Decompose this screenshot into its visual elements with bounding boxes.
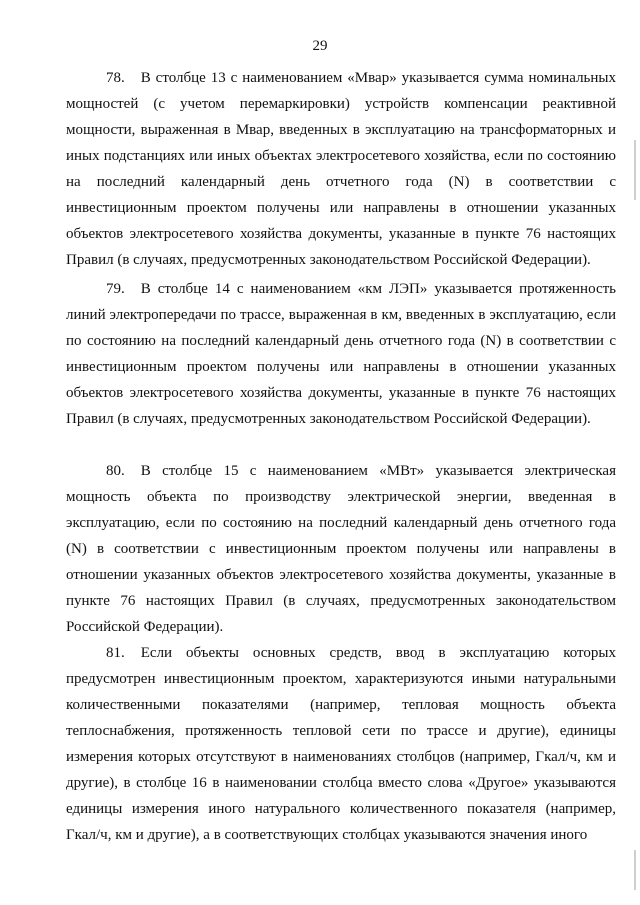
paragraph-81 — [66, 640, 616, 848]
paragraph-number: 79. — [106, 281, 125, 297]
paragraph-text: В столбце 14 с наименованием «км ЛЭП» указывается протяженность линий электропередачи по трассе, выраженная в км, введенных в эксплуатацию, если по состоянию на последний календарный день отчетного года (N) в соответствии с инвестиционным проектом получены или направлены в отношении указанных объектов электросетевого хозяйства документы, указанные в пункте 76 настоящих Правил (в случаях, предусмотренных законодательством Российской Федерации). — [66, 281, 616, 427]
paragraph-text: В столбце 15 с наименованием «МВт» указывается электрическая мощность объекта по производству электрической энергии, введенная в эксплуатацию, если по состоянию на последний календарный день отчетного года (N) в соответствии с инвестиционным проектом получены или направлены в отношении указанных объектов электросетевого хозяйства документы, указанные в пункте 76 настоящих Правил (в случаях, предусмотренных законодательством Российской Федерации). — [66, 463, 616, 635]
paragraph-text: Если объекты основных средств, ввод в эксплуатацию которых предусмотрен инвестиционным проектом, характеризуются иными натуральными количественными показателями (например, тепловая мощность объекта теплоснабжения, протяженность тепловой сети по трассе и другие), единицы измерения которых отсутствуют в наименованиях столбцов (например, Гкал/ч, км и другие), в столбце 16 в наименовании столбца вместо слова «Другое» указываются единицы измерения иного натурального количественного показателя (например, Гкал/ч, км и другие), а в соответствующих столбцах указываются значения иного — [66, 645, 616, 843]
paragraph-80 — [66, 458, 616, 640]
paragraph-number: 78. — [106, 70, 125, 86]
paragraph-79 — [66, 276, 616, 432]
page-number: 29 — [312, 38, 328, 54]
paragraph-text: В столбце 13 с наименованием «Мвар» указывается сумма номинальных мощностей (с учетом перемаркировки) устройств компенсации реактивной мощности, выраженная в Мвар, введенных в эксплуатацию на трансформаторных и иных подстанциях или иных объектах электросетевого хозяйства, если по состоянию на последний календарный день отчетного года (N) в соответствии с инвестиционным проектом получены или направлены в отношении указанных объектов электросетевого хозяйства документы, указанные в пункте 76 настоящих Правил (в случаях, предусмотренных законодательством Российской Федерации). — [66, 70, 616, 268]
scan-edge-mark — [634, 140, 636, 200]
paragraph-number: 80. — [106, 463, 125, 479]
scan-edge-mark — [634, 850, 636, 890]
paragraph-78 — [66, 65, 616, 273]
paragraph-number: 81. — [106, 645, 125, 661]
